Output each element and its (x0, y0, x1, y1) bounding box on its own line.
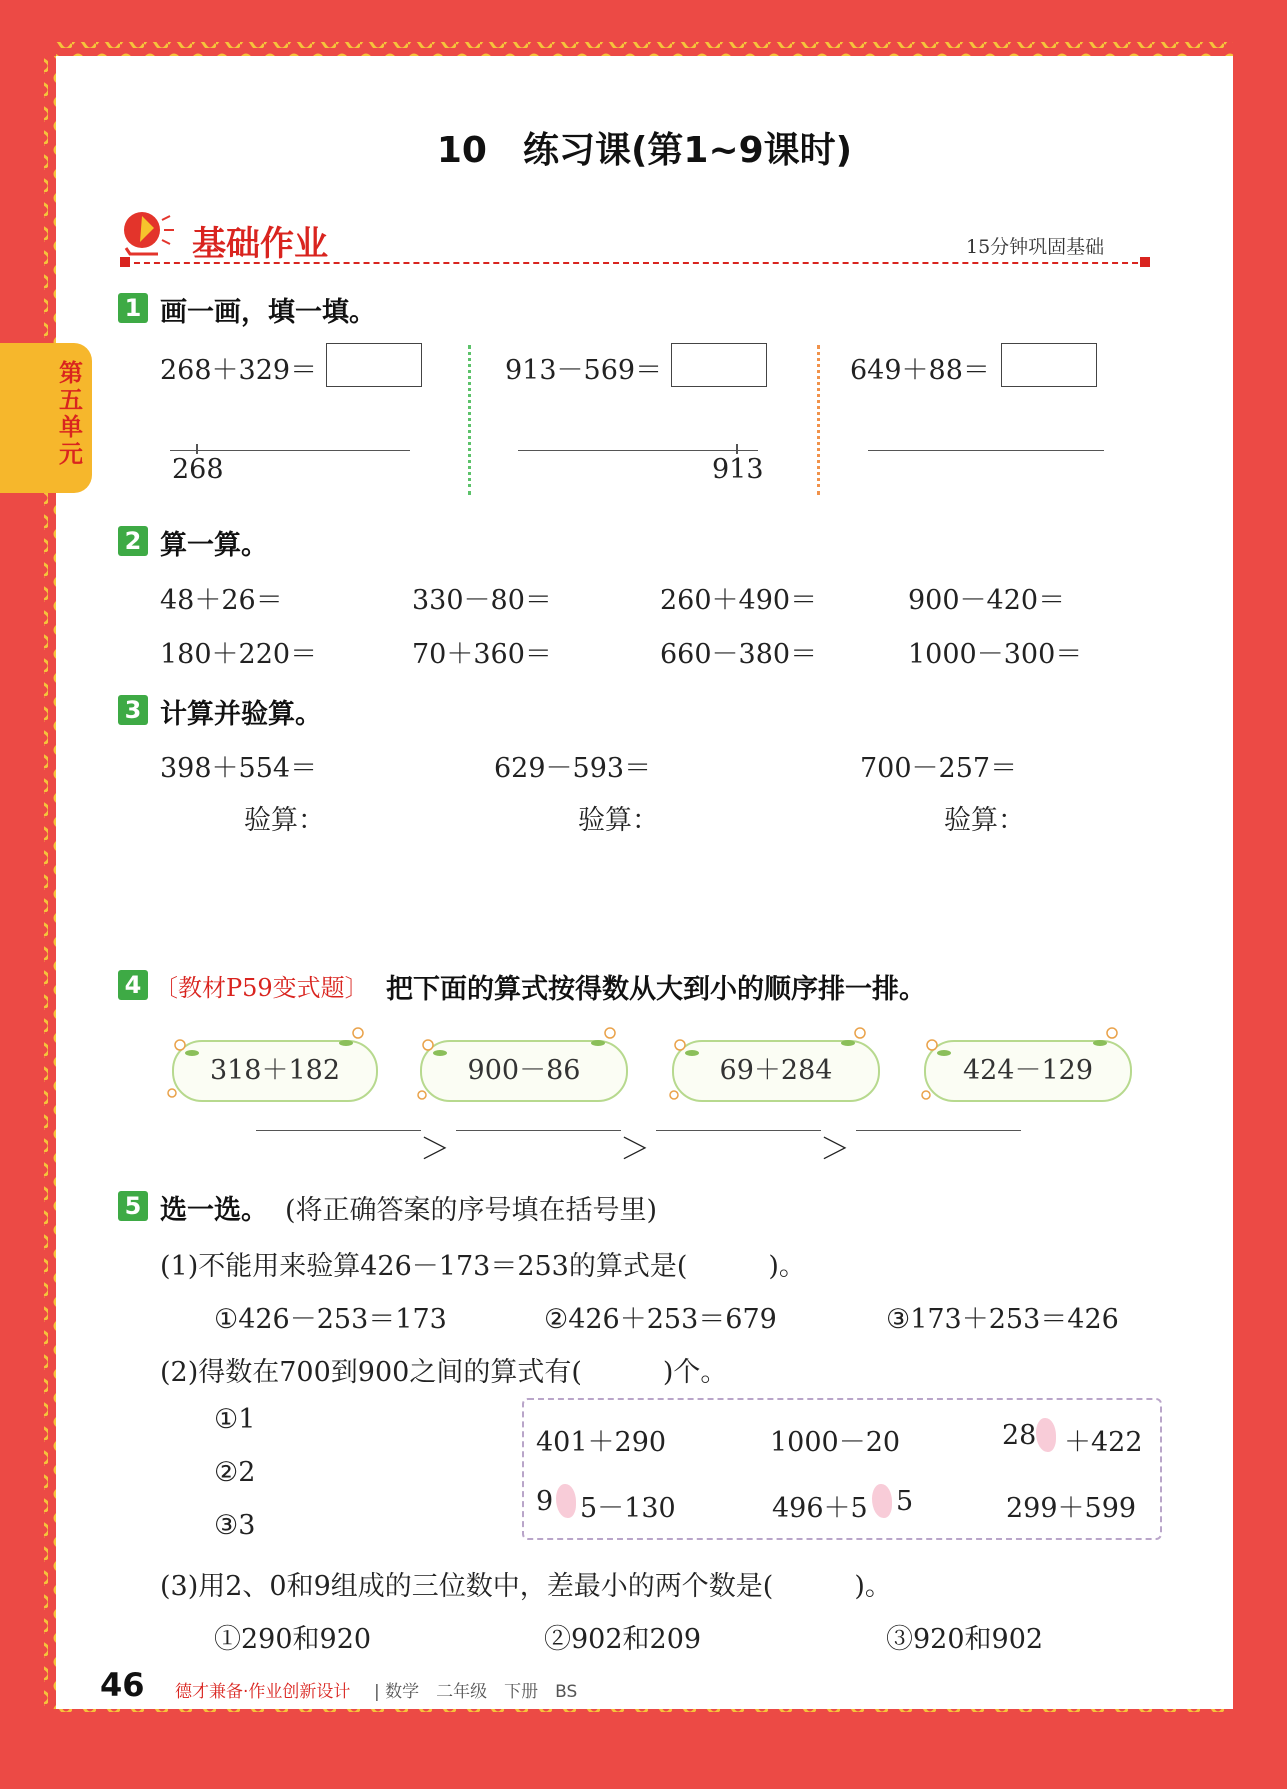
expression-pill: 424－129 (924, 1040, 1132, 1102)
number-line-1 (170, 450, 410, 451)
q2-expression: 260＋490＝ (660, 585, 818, 616)
greater-than-sign: ＞ (620, 1132, 650, 1167)
q1-expression-2: 913－569＝ (505, 355, 663, 386)
check-label: 验算： (578, 805, 659, 836)
choice-option[interactable]: ②2 (214, 1457, 256, 1488)
q3-expression: 398＋554＝ (160, 753, 318, 784)
check-label: 验算： (944, 805, 1025, 836)
flower-vine-decoration (0, 1015, 1287, 1115)
choice-option[interactable]: ①426－253＝173 (214, 1304, 447, 1335)
q2-expression: 180＋220＝ (160, 639, 318, 670)
smudge-mark (556, 1484, 576, 1518)
question-title: 画一画，填一填。 (160, 297, 376, 328)
box-expression-part: 496＋5 (772, 1493, 868, 1524)
column-separator (817, 345, 820, 495)
question-title: 计算并验算。 (160, 699, 322, 730)
question-number: 1 (118, 293, 148, 323)
box-expression-part: 28 (1002, 1420, 1037, 1451)
number-line-label-1: 268 (172, 454, 224, 485)
page-number: 46 (100, 1666, 145, 1704)
q3-expression: 700－257＝ (860, 753, 1018, 784)
question-number: 3 (118, 695, 148, 725)
q2-expression: 1000－300＝ (908, 639, 1083, 670)
question-number: 4 (118, 970, 148, 1000)
unit-side-label: 第五单元 (59, 359, 83, 468)
q1-expression-1: 268＋329＝ (160, 355, 318, 386)
q2-expression: 70＋360＝ (412, 639, 552, 670)
box-expression: 1000－20 (770, 1427, 901, 1458)
check-label: 验算： (244, 805, 325, 836)
question-title: 算一算。 (160, 530, 268, 561)
order-blank-2[interactable] (456, 1130, 621, 1131)
order-blank-4[interactable] (856, 1130, 1021, 1131)
greater-than-sign: ＞ (820, 1132, 850, 1167)
number-line-2 (518, 450, 758, 451)
page-title: 10 练习课(第1~9课时) (436, 130, 853, 171)
section-divider (124, 262, 1148, 264)
choice-option[interactable]: ②426＋253＝679 (544, 1304, 777, 1335)
choice-option[interactable]: ①290和920 (214, 1624, 372, 1655)
q1-answer-box-2[interactable] (671, 343, 767, 387)
expression-pill: 318＋182 (172, 1040, 378, 1102)
q2-expression: 660－380＝ (660, 639, 818, 670)
number-line-tick (736, 444, 738, 454)
box-expression-part: 9 (536, 1486, 554, 1517)
choice-option[interactable]: ③3 (214, 1510, 256, 1541)
expression-pill: 69＋284 (672, 1040, 880, 1102)
smudge-mark (872, 1484, 892, 1518)
q2-expression: 48＋26＝ (160, 585, 283, 616)
q1-expression-3: 649＋88＝ (850, 355, 990, 386)
divider-start-marker (120, 257, 130, 267)
choice-option[interactable]: ①1 (214, 1404, 256, 1435)
column-separator (468, 345, 471, 495)
footer-meta: | 数学 二年级 下册 BS (374, 1682, 578, 1702)
q5-part1-stem: (1)不能用来验算426－173＝253的算式是( )。 (160, 1251, 806, 1282)
lamp-icon (118, 208, 178, 258)
choice-option[interactable]: ③173＋253＝426 (886, 1304, 1119, 1335)
greater-than-sign: ＞ (420, 1132, 450, 1167)
question-hint: (将正确答案的序号填在括号里) (285, 1195, 658, 1226)
q3-expression: 629－593＝ (494, 753, 652, 784)
question-number: 5 (118, 1191, 148, 1221)
q2-expression: 330－80＝ (412, 585, 552, 616)
question-title: 把下面的算式按得数从大到小的顺序排一排。 (386, 974, 926, 1005)
number-line-label-2: 913 (712, 454, 764, 485)
q5-part2-stem: (2)得数在700到900之间的算式有( )个。 (160, 1357, 728, 1388)
box-expression-part: 5 (896, 1486, 914, 1517)
box-expression: 299＋599 (1006, 1493, 1137, 1524)
choice-option[interactable]: ②902和209 (544, 1624, 702, 1655)
number-line-3 (868, 450, 1104, 451)
textbook-reference-tag: 〔教材P59变式题〕 (154, 974, 369, 1002)
order-blank-3[interactable] (656, 1130, 821, 1131)
box-expression: 401＋290 (536, 1427, 667, 1458)
number-line-tick (196, 444, 198, 454)
q1-answer-box-3[interactable] (1001, 343, 1097, 387)
choice-option[interactable]: ③920和902 (886, 1624, 1044, 1655)
divider-end-marker (1140, 257, 1150, 267)
box-expression-part: ＋422 (1064, 1427, 1143, 1458)
expression-pill: 900－86 (420, 1040, 628, 1102)
section-tagline: 15分钟巩固基础 (966, 236, 1105, 258)
order-blank-1[interactable] (256, 1130, 421, 1131)
q5-part3-stem: (3)用2、0和9组成的三位数中，差最小的两个数是( )。 (160, 1571, 892, 1602)
footer-brand: 德才兼备·作业创新设计 (175, 1682, 351, 1702)
question-title: 选一选。 (160, 1195, 268, 1226)
q2-expression: 900－420＝ (908, 585, 1066, 616)
question-number: 2 (118, 526, 148, 556)
section-heading: 基础作业 (192, 224, 328, 264)
smudge-mark (1036, 1418, 1056, 1452)
box-expression-part: 5－130 (580, 1493, 676, 1524)
q1-answer-box-1[interactable] (326, 343, 422, 387)
